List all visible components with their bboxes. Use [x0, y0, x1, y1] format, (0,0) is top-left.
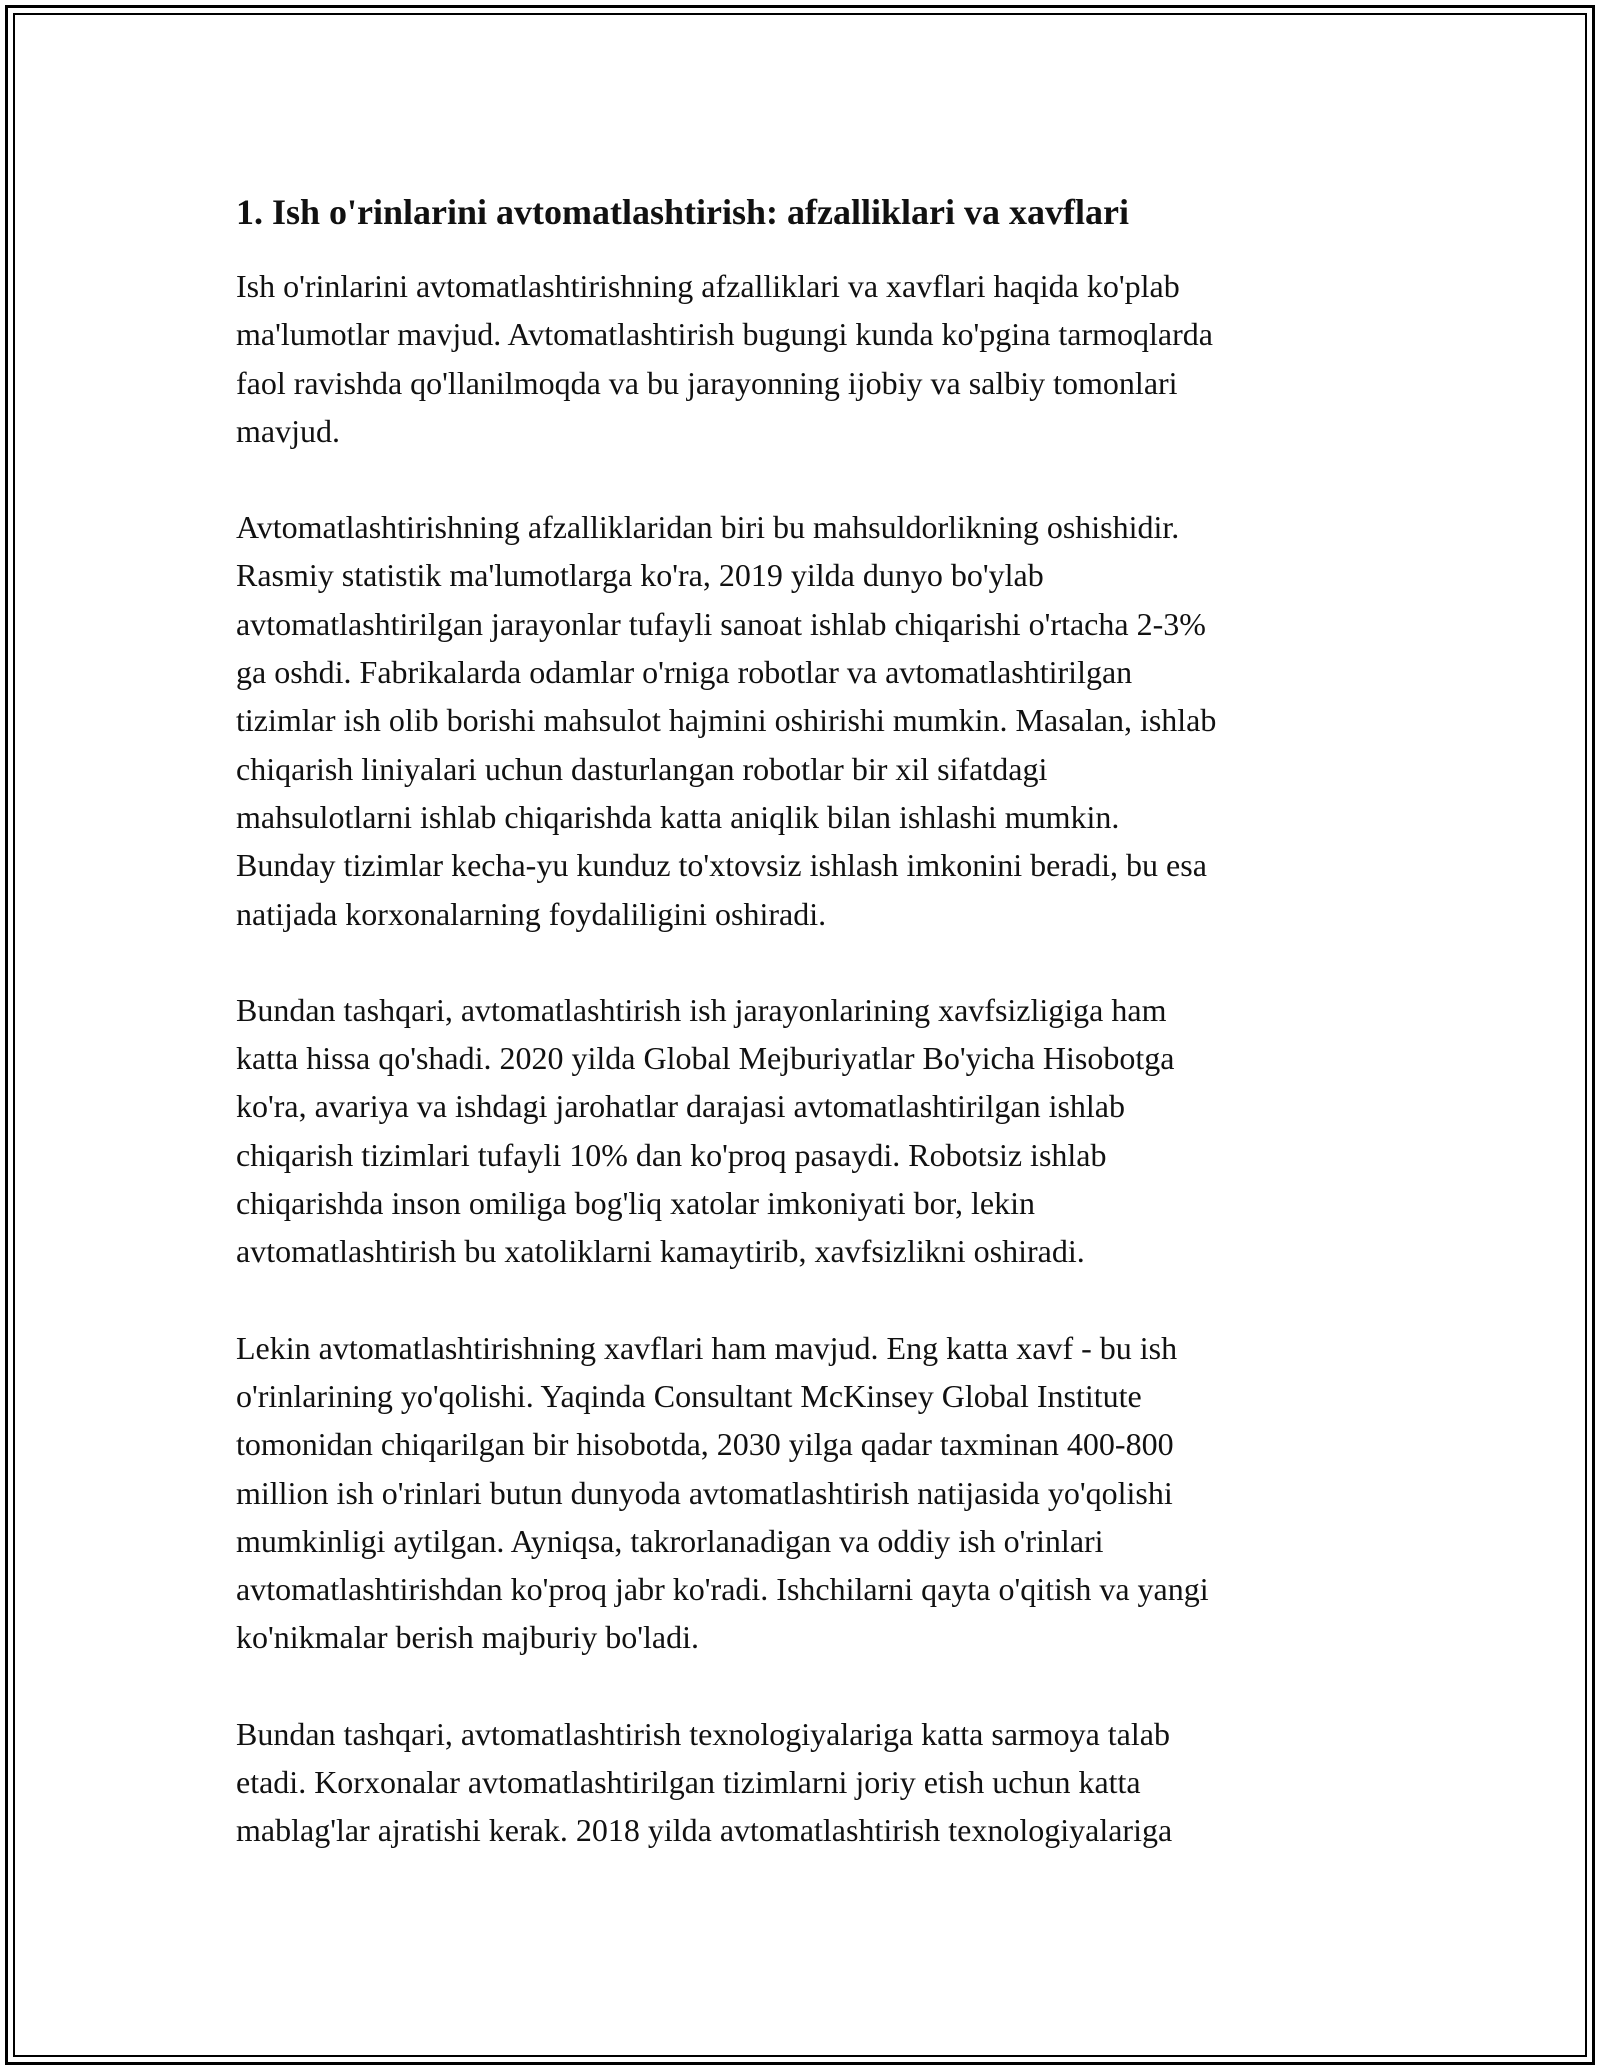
text-line: ma'lumotlar mavjud. Avtomatlashtirish bugungi kunda ko'pgina tarmoqlarda: [236, 316, 1213, 353]
text-line: Bundan tashqari, avtomatlashtirish ish jarayonlarining xavfsizligiga ham: [236, 991, 1167, 1028]
paragraph-5: [236, 1710, 1366, 1855]
section-heading: 1. Ish o'rinlarini avtomatlashtirish: afzalliklari va xavflari: [236, 192, 1129, 232]
text-line: tizimlar ish olib borishi mahsulot hajmini oshirishi mumkin. Masalan, ishlab: [236, 702, 1217, 739]
paragraphs-container: [236, 262, 1366, 1855]
text-line: katta hissa qo'shadi. 2020 yilda Global Mejburiyatlar Bo'yicha Hisobotga: [236, 1040, 1175, 1077]
paragraph-3: [236, 986, 1366, 1276]
document-body: [236, 188, 1366, 1903]
text-line: ko'nikmalar berish majburiy bo'ladi.: [236, 1619, 699, 1656]
text-line: mablag'lar ajratishi kerak. 2018 yilda avtomatlashtirish texnologiyalariga: [236, 1812, 1173, 1849]
text-line: chiqarish liniyalari uchun dasturlangan robotlar bir xil sifatdagi: [236, 750, 1048, 787]
text-line: o'rinlarining yo'qolishi. Yaqinda Consultant McKinsey Global Institute: [236, 1377, 1142, 1414]
text-line: Ish o'rinlarini avtomatlashtirishning afzalliklari va xavflari haqida ko'plab: [236, 268, 1180, 304]
text-line: Bundan tashqari, avtomatlashtirish texnologiyalariga katta sarmoya talab: [236, 1715, 1170, 1752]
text-line: chiqarishda inson omiliga bog'liq xatolar imkoniyati bor, lekin: [236, 1185, 1036, 1222]
text-line: natijada korxonalarning foydaliligini oshiradi.: [236, 895, 827, 932]
text-line: faol ravishda qo'llanilmoqda va bu jarayonning ijobiy va salbiy tomonlari: [236, 364, 1178, 401]
text-line: mumkinligi aytilgan. Ayniqsa, takrorlanadigan va oddiy ish o'rinlari: [236, 1522, 1104, 1559]
text-line: ga oshdi. Fabrikalarda odamlar o'rniga robotlar va avtomatlashtirilgan: [236, 654, 1133, 691]
text-line: ko'ra, avariya va ishdagi jarohatlar darajasi avtomatlashtirilgan ishlab: [236, 1088, 1125, 1125]
text-line: avtomatlashtirish bu xatoliklarni kamaytirib, xavfsizlikni oshiradi.: [236, 1233, 1085, 1270]
paragraph-1: [236, 262, 1366, 455]
text-line: Rasmiy statistik ma'lumotlarga ko'ra, 2019 yilda dunyo bo'ylab: [236, 557, 1044, 594]
paragraph-2: [236, 503, 1366, 938]
text-line: etadi. Korxonalar avtomatlashtirilgan tizimlarni joriy etish uchun katta: [236, 1764, 1141, 1801]
text-line: avtomatlashtirishdan ko'proq jabr ko'radi. Ishchilarni qayta o'qitish va yangi: [236, 1571, 1209, 1608]
text-line: Bunday tizimlar kecha-yu kunduz to'xtovsiz ishlash imkonini beradi, bu esa: [236, 847, 1207, 884]
text-line: Lekin avtomatlashtirishning xavflari ham mavjud. Eng katta xavf - bu ish: [236, 1329, 1178, 1366]
text-line: million ish o'rinlari butun dunyoda avtomatlashtirish natijasida yo'qolishi: [236, 1474, 1173, 1511]
text-line: chiqarish tizimlari tufayli 10% dan ko'proq pasaydi. Robotsiz ishlab: [236, 1136, 1107, 1173]
text-line: mavjud.: [236, 412, 340, 449]
text-line: Avtomatlashtirishning afzalliklaridan biri bu mahsuldorlikning oshishidir.: [236, 509, 1180, 546]
text-line: mahsulotlarni ishlab chiqarishda katta aniqlik bilan ishlashi mumkin.: [236, 798, 1120, 835]
paragraph-4: [236, 1324, 1366, 1662]
text-line: tomonidan chiqarilgan bir hisobotda, 2030 yilga qadar taxminan 400-800: [236, 1426, 1174, 1463]
text-line: avtomatlashtirilgan jarayonlar tufayli sanoat ishlab chiqarishi o'rtacha 2-3%: [236, 605, 1206, 642]
